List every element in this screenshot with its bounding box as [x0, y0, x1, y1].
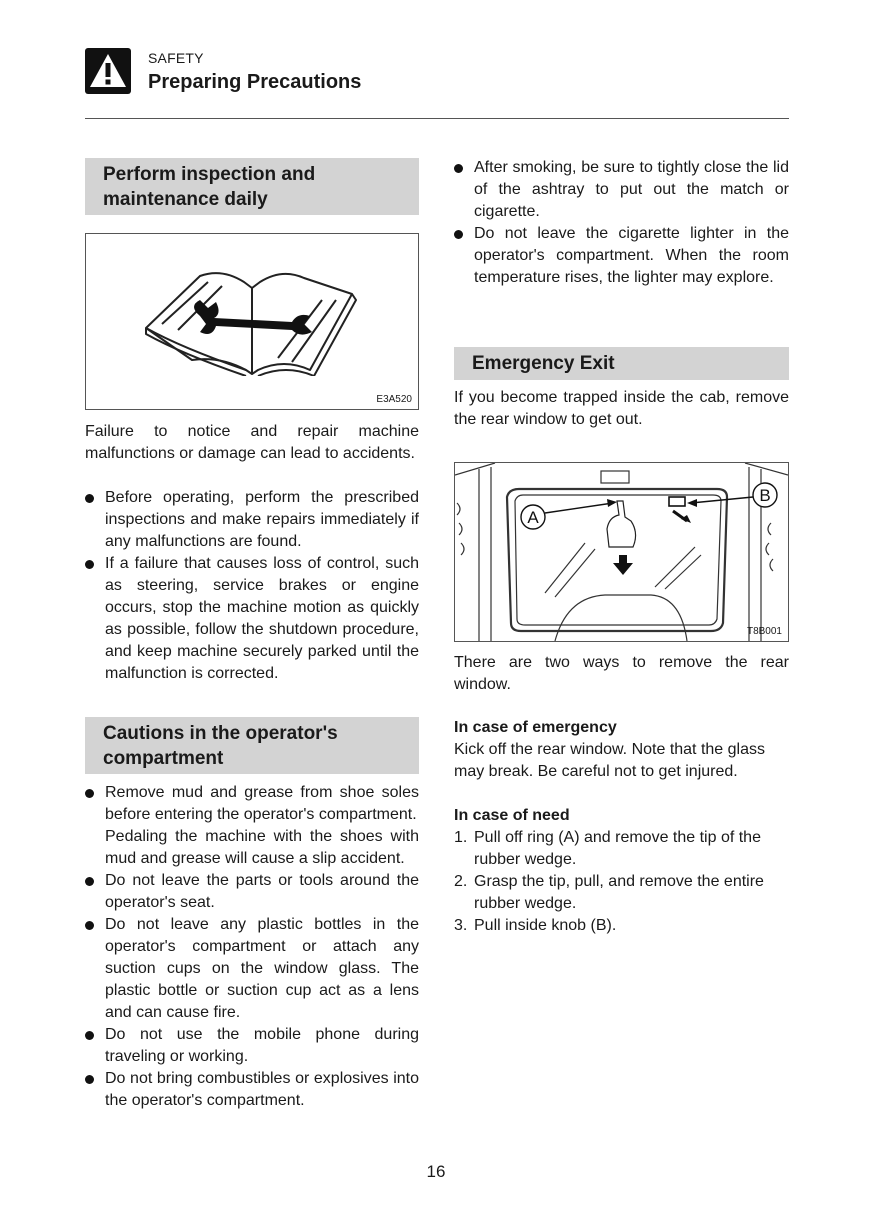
figure-code: E3A520 — [376, 394, 412, 405]
section-heading-line: Emergency Exit — [472, 353, 615, 374]
label-b: B — [759, 486, 771, 505]
list-item: If a failure that causes loss of control, such as steering, service brakes or engine occurs, stop the machine motion as quickly as possible, follow the shutdown procedure, and keep machine securely parked until the malfunction is corrected. — [85, 553, 419, 685]
list-item: Do not bring combustibles or explosives into the operator's compartment. — [85, 1068, 419, 1112]
list-item: Do not leave the cigarette lighter in the operator's compartment. When the room temperature rises, the lighter may explore. — [454, 223, 789, 289]
step-text: Pull inside knob (B). — [474, 917, 617, 934]
step-number: 3. — [454, 917, 468, 934]
manual-book-icon — [142, 266, 362, 376]
list-item: After smoking, be sure to tightly close the lid of the ashtray to put out the match or cigarette. — [454, 157, 789, 223]
book-wrench-figure — [85, 233, 419, 410]
list-item: Do not use the mobile phone during traveling or working. — [85, 1024, 419, 1068]
section-heading-line: Perform inspection and — [103, 164, 316, 185]
figure-code: T8B001 — [746, 626, 782, 637]
list-item — [85, 782, 419, 870]
section-heading-emergency-exit — [454, 347, 789, 380]
section-heading-cautions — [85, 717, 419, 774]
section-heading-inspection — [85, 158, 419, 215]
rear-window-diagram — [455, 463, 788, 641]
step-item — [454, 827, 792, 871]
list-item: Do not leave any plastic bottles in the operator's compartment or attach any suction cups on the window glass. The plastic bottle or suction cup act as a lens and can cause fire. — [85, 914, 419, 1024]
page-number: 16 — [426, 1162, 446, 1181]
list-item: Before operating, perform the prescribed inspections and make repairs immediately if any malfunctions are found. — [85, 487, 419, 553]
step-text: Grasp the tip, pull, and remove the entire rubber wedge. — [474, 873, 764, 912]
list-item: Do not leave the parts or tools around the operator's seat. — [85, 870, 419, 914]
step-item — [454, 871, 792, 915]
section-heading-line: maintenance daily — [103, 189, 268, 210]
inspection-intro: Failure to notice and repair machine malfunctions or damage can lead to accidents. — [85, 423, 419, 462]
header-divider — [85, 118, 789, 119]
step-item — [454, 915, 792, 937]
label-a: A — [527, 508, 539, 527]
page-title: Preparing Precautions — [148, 71, 362, 93]
list-item-text: Remove mud and grease from shoe soles before entering the operator's compartment. — [105, 784, 419, 823]
cautions-list — [85, 782, 419, 1112]
need-steps — [454, 827, 792, 937]
step-number: 2. — [454, 873, 468, 890]
emergency-intro: If you become trapped inside the cab, remove the rear window to get out. — [454, 389, 789, 428]
step-number: 1. — [454, 829, 468, 846]
inspection-list — [85, 487, 419, 685]
smoking-list — [454, 157, 789, 289]
two-ways-text: There are two ways to remove the rear window. — [454, 654, 789, 693]
warning-exclamation-icon — [85, 48, 131, 94]
rear-window-figure — [454, 462, 789, 642]
step-text: Pull off ring (A) and remove the tip of the rubber wedge. — [474, 829, 761, 868]
section-heading-line: compartment — [103, 748, 224, 769]
section-heading-line: Cautions in the operator's — [103, 723, 338, 744]
emergency-text: Kick off the rear window. Note that the glass may break. Be careful not to get injured. — [454, 741, 765, 780]
need-subheading: In case of need — [454, 807, 570, 824]
emergency-subheading: In case of emergency — [454, 719, 617, 736]
list-item-text: Pedaling the machine with the shoes with mud and grease will cause a slip accident. — [105, 828, 419, 867]
header-category: SAFETY — [148, 50, 204, 66]
